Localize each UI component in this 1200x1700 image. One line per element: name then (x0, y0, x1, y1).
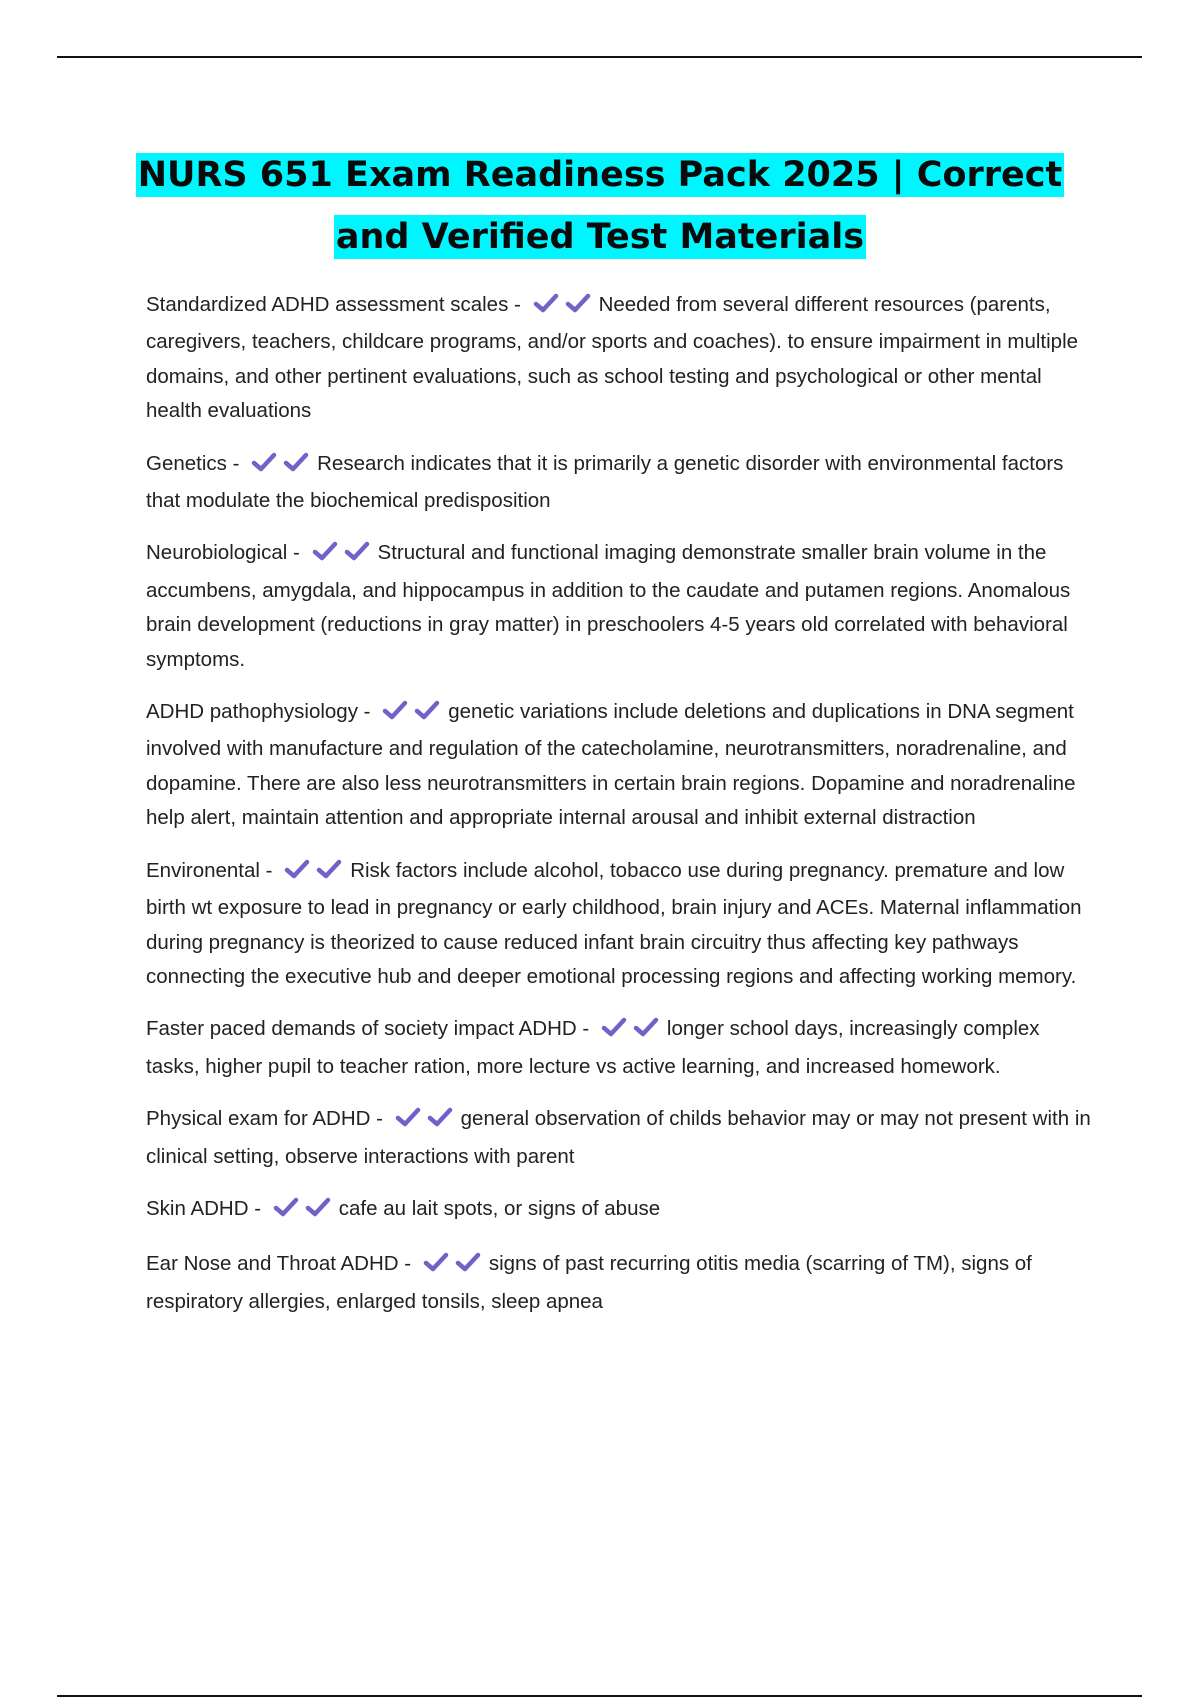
double-check-icon (382, 698, 446, 732)
document-title: NURS 651 Exam Readiness Pack 2025 | Correct and Verified Test Materials (137, 155, 1063, 257)
header-rule (57, 56, 1142, 58)
qa-entry (146, 1247, 1098, 1319)
double-check-icon (601, 1015, 665, 1049)
check-icon (284, 858, 310, 880)
check-icon (533, 292, 559, 314)
entry-definition: Needed from several different resources (parents, caregivers, teachers, childcare programs, and/or sports and coaches). to ensure impairment in multiple domains, and other pertinent evaluations, such as school testing and psychological or other mental health evaluations (146, 293, 1079, 423)
entry-term: Environental - (146, 858, 273, 882)
check-icon (316, 858, 342, 880)
check-icon (305, 1196, 331, 1218)
check-icon (382, 699, 408, 721)
check-icon (273, 1196, 299, 1218)
entry-term: Neurobiological - (146, 541, 300, 565)
double-check-icon (273, 1195, 337, 1229)
qa-list (146, 288, 1098, 1337)
double-check-icon (423, 1250, 487, 1284)
double-check-icon (533, 291, 597, 325)
qa-entry (146, 1192, 1098, 1229)
entry-definition: cafe au lait spots, or signs of abuse (338, 1196, 661, 1220)
qa-entry (146, 695, 1098, 836)
entry-term: Skin ADHD - (146, 1196, 262, 1220)
qa-entry (146, 447, 1098, 519)
entry-term: ADHD pathophysiology - (146, 700, 371, 724)
entry-definition: Research indicates that it is primarily a genetic disorder with environmental factors that modulate the biochemical predisposition (146, 451, 1064, 513)
entry-definition: signs of past recurring otitis media (scarring of TM), signs of respiratory allergies, enlarged tonsils, sleep apnea (146, 1252, 1032, 1313)
qa-entry (146, 854, 1098, 995)
check-icon (633, 1016, 659, 1038)
title-block (100, 144, 1100, 268)
check-icon (283, 451, 309, 473)
qa-entry (146, 1012, 1098, 1084)
entry-definition: general observation of childs behavior may or may not present with in clinical setting, observe interactions with parent (146, 1107, 1091, 1168)
qa-entry (146, 1102, 1098, 1174)
check-icon (601, 1016, 627, 1038)
entry-term: Ear Nose and Throat ADHD - (146, 1252, 412, 1276)
double-check-icon (251, 450, 315, 484)
check-icon (312, 540, 338, 562)
check-icon (427, 1106, 453, 1128)
double-check-icon (312, 539, 376, 573)
entry-definition: Structural and functional imaging demonstrate smaller brain volume in the accumbens, amygdala, and hippocampus in addition to the caudate and putamen regions. Anomalous brain development (reductions in gray matter) in preschoolers 4-5 years old correlated with behavioral symptoms. (146, 541, 1071, 671)
double-check-icon (284, 857, 348, 891)
check-icon (414, 699, 440, 721)
entry-definition: genetic variations include deletions and duplications in DNA segment involved with manufacture and regulation of the catecholamine, neurotransmitters, noradrenaline, and dopamine. There are also less neurotransmitters in certain brain regions. Dopamine and noradrenaline help alert, maintain attention and appropriate internal arousal and inhibit external distraction (146, 700, 1076, 830)
qa-entry (146, 288, 1098, 429)
entry-term: Genetics - (146, 451, 240, 475)
entry-definition: Risk factors include alcohol, tobacco use during pregnancy. premature and low birth wt exposure to lead in pregnancy or early childhood, brain injury and ACEs. Maternal inflammation during pregnancy is theorized to cause reduced infant brain circuitry thus affecting key pathways connecting the executive hub and deeper emotional processing regions and affecting working memory. (146, 858, 1082, 988)
check-icon (423, 1251, 449, 1273)
qa-entry (146, 536, 1098, 677)
check-icon (344, 540, 370, 562)
check-icon (395, 1106, 421, 1128)
double-check-icon (395, 1105, 459, 1139)
check-icon (455, 1251, 481, 1273)
check-icon (251, 451, 277, 473)
footer-rule (57, 1695, 1142, 1697)
check-icon (565, 292, 591, 314)
entry-term: Physical exam for ADHD - (146, 1107, 383, 1131)
entry-definition: longer school days, increasingly complex tasks, higher pupil to teacher ration, more lecture vs active learning, and increased homework. (146, 1017, 1040, 1078)
entry-term: Standardized ADHD assessment scales - (146, 293, 521, 316)
entry-term: Faster paced demands of society impact ADHD - (146, 1017, 590, 1041)
